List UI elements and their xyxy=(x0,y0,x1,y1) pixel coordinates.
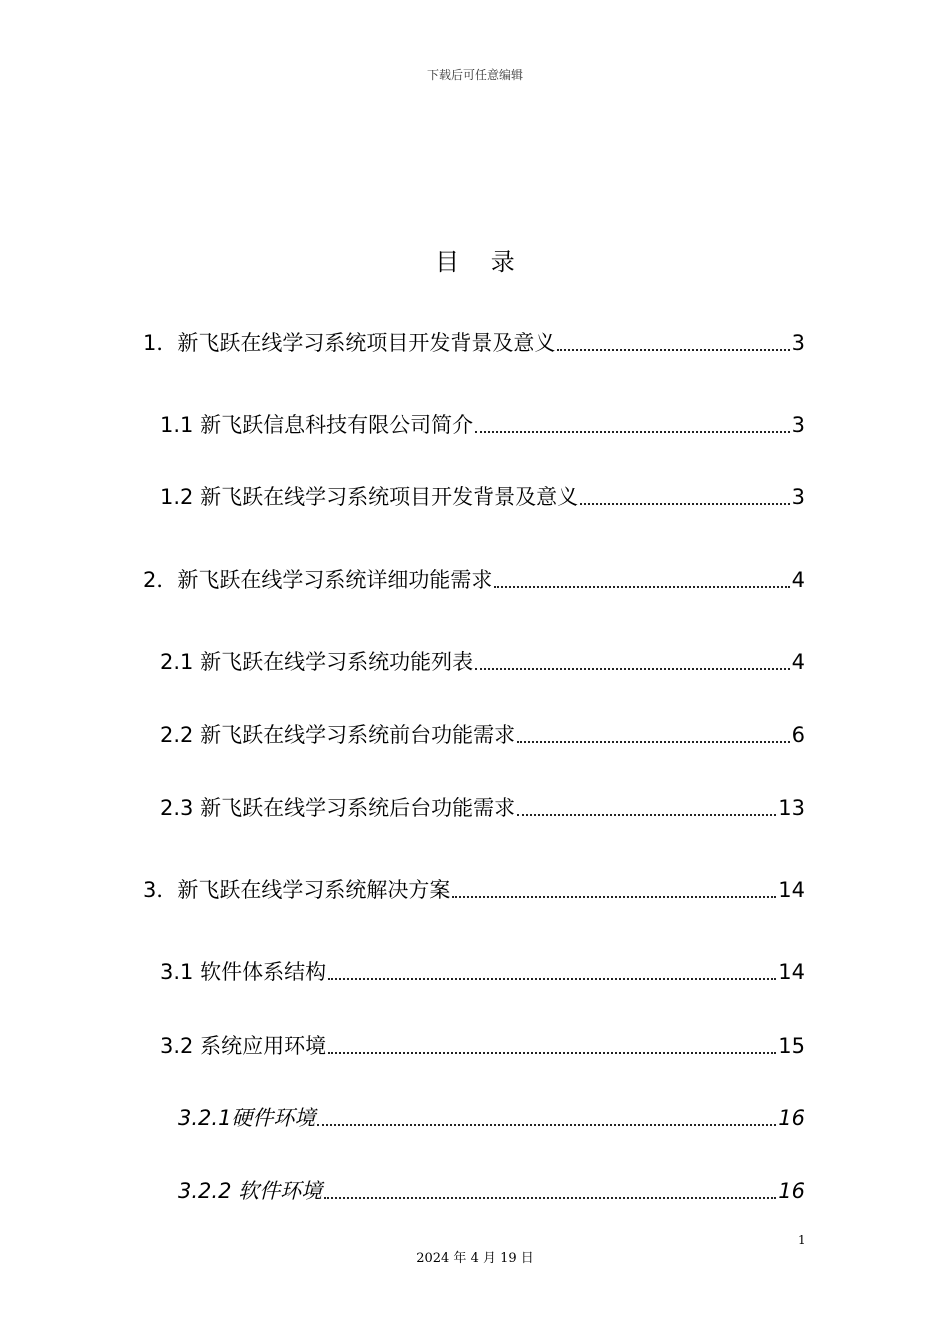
toc-entry[interactable] xyxy=(143,328,805,358)
dot-leader xyxy=(317,1124,776,1126)
toc-entry[interactable] xyxy=(160,1031,805,1061)
toc-entry[interactable] xyxy=(160,482,805,512)
toc-page-number: 4 xyxy=(791,568,805,592)
toc-entry[interactable] xyxy=(160,793,805,823)
toc-page-number: 6 xyxy=(791,723,805,747)
toc-entry[interactable] xyxy=(160,647,805,677)
toc-entry-text: 3.2.1硬件环境 xyxy=(178,1106,316,1130)
toc-entry-text: 3.1 软件体系结构 xyxy=(160,960,327,984)
toc-page-number: 15 xyxy=(778,1034,805,1058)
toc-entry-text: 2．新飞跃在线学习系统详细功能需求 xyxy=(143,568,493,592)
dot-leader xyxy=(517,741,790,743)
toc-page-number: 16 xyxy=(778,1106,805,1130)
toc-entry[interactable] xyxy=(160,720,805,750)
toc-entry[interactable] xyxy=(178,1176,805,1206)
toc-entry-text: 3．新飞跃在线学习系统解决方案 xyxy=(143,878,451,902)
dot-leader xyxy=(452,896,776,898)
toc-page-number: 4 xyxy=(791,650,805,674)
dot-leader xyxy=(328,1052,776,1054)
page-number: 1 xyxy=(798,1233,806,1247)
toc-entry-text: 1.1 新飞跃信息科技有限公司简介 xyxy=(160,413,474,437)
toc-entry-text: 3.2 系统应用环境 xyxy=(160,1034,327,1058)
toc-page-number: 3 xyxy=(791,485,805,509)
toc-entry[interactable] xyxy=(143,565,805,595)
toc-entry-text: 2.1 新飞跃在线学习系统功能列表 xyxy=(160,650,474,674)
toc-entry-text: 1．新飞跃在线学习系统项目开发背景及意义 xyxy=(143,331,556,355)
header-note: 下载后可任意编辑 xyxy=(426,68,523,82)
toc-entry[interactable] xyxy=(160,410,805,440)
toc-page-number: 14 xyxy=(778,878,805,902)
dot-leader xyxy=(580,503,790,505)
dot-leader xyxy=(328,978,776,980)
toc-entry[interactable] xyxy=(178,1103,805,1133)
dot-leader xyxy=(324,1197,776,1199)
dot-leader xyxy=(475,668,790,670)
toc-page-number: 3 xyxy=(791,331,805,355)
dot-leader xyxy=(475,431,790,433)
toc-page-number: 14 xyxy=(778,960,805,984)
toc-entry[interactable] xyxy=(160,957,805,987)
toc-entry-text: 1.2 新飞跃在线学习系统项目开发背景及意义 xyxy=(160,485,579,509)
dot-leader xyxy=(494,586,789,588)
dot-leader xyxy=(517,814,776,816)
toc-page-number: 16 xyxy=(778,1179,805,1203)
toc-entry-text: 2.3 新飞跃在线学习系统后台功能需求 xyxy=(160,796,516,820)
toc-title: 目 录 xyxy=(435,248,527,276)
footer-date: 2024 年 4 月 19 日 xyxy=(416,1251,534,1266)
dot-leader xyxy=(557,349,789,351)
toc-entry[interactable] xyxy=(143,875,805,905)
toc-page-number: 3 xyxy=(791,413,805,437)
toc-page-number: 13 xyxy=(778,796,805,820)
toc-entry-text: 3.2.2 软件环境 xyxy=(178,1179,323,1203)
toc-entry-text: 2.2 新飞跃在线学习系统前台功能需求 xyxy=(160,723,516,747)
